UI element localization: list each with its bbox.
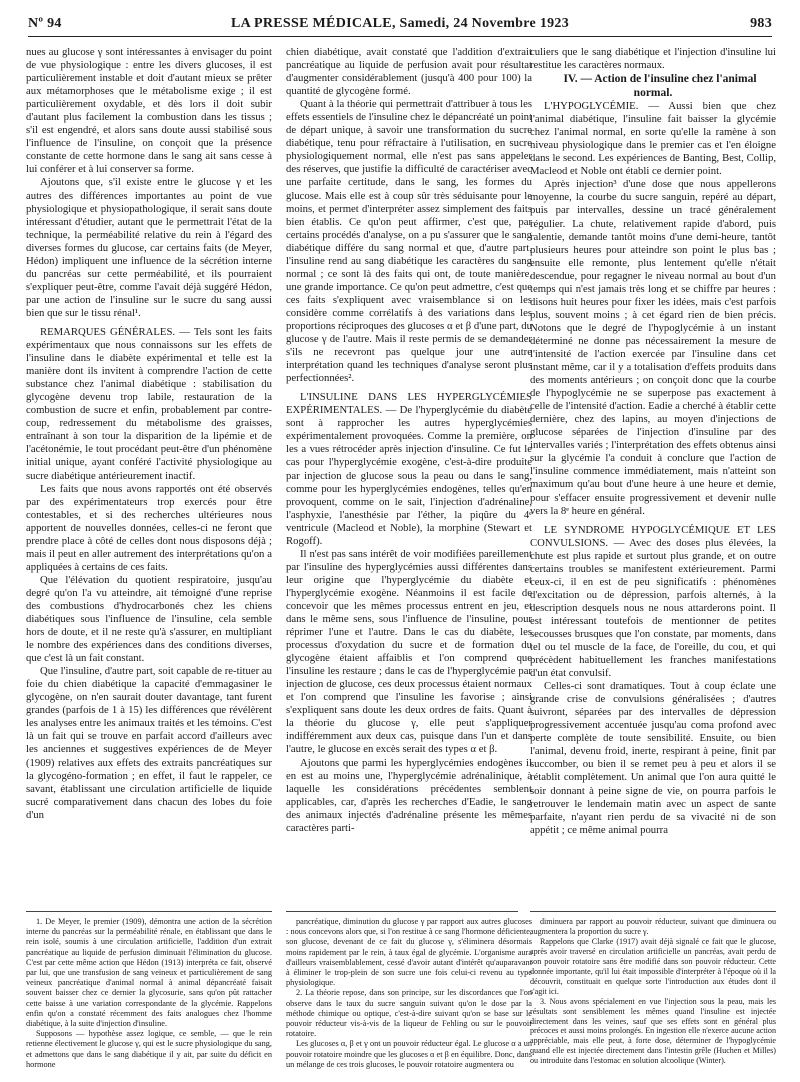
paragraph-syndrome: LE SYNDROME HYPOGLYCÉMIQUE ET LES CONVULSIONS. — Avec des doses plus élevées, la chute est plus rapide et surtout plus grande, et on outre certains troubles se manifestent extérieurement. Parmi ceux-ci, il en est de peu significatifs : phénomènes d'excitation ou de dépression, parfois alternés, à la description desquels nous ne nous attarderons point. Il est intéressant toutefois de mentionner de petites secousses brusques que l'on constate, par moments, dans tel ou tel muscle de la face, de l'oreille, du cou, et qui précèdent habituellement les franches manifestations d'un état convulsif. (530, 523, 776, 680)
footnote: pancréatique, diminution du glucose γ par rapport aux autres glucoses : nous concevons alors que, si l'on restitue à ce sang l'hormone déficiente, son glucose, devenant de ce fait du glucose γ, s'éliminera désormais moins rapidement par le rein, à taux égal de glycémie. L'organisme aura d'ailleurs vraisemblablement, cessé d'avoir autant d'intérêt qu'auparavant à éliminer le trop-plein de son sucre une fois celui-ci revenu au type physiologique. (286, 917, 532, 988)
paragraph: Que l'insuline, d'autre part, soit capable de re-tituer au foie du chien diabétique la capacité d'emmagasiner le glycogène, on n'en saurait douter davantage, tant furent grandes (parfois de 1 à 15) les différences que révélèrent les analyses entre les animaux traités et les témoins. C'est là un fait qui se trouve en parfait accord d'ailleurs avec les anciennes et suggestives expériences de de Meyer (1909) relatives aux effets des extraits pancréatiques sur la glycogéno-formation ; en effet, il faut le rappeler, ce savant, établissant une circulation artificielle de liquide sucré comparativement dans chacun des lobes du foie d'un (26, 665, 272, 821)
footnote-rule (286, 911, 518, 912)
page-header (28, 14, 772, 37)
footnote: 2. La théorie repose, dans son principe, sur les discordances que l'on observe dans le taux du sucre sanguin suivant qu'on le dose par la méthode chimique ou optique, c'est-à-dire suivant qu'on se base sur le pouvoir réducteur vis-à-vis de la liqueur de Fehling ou sur le pouvoir rotatoire. (286, 988, 532, 1039)
footnote: Rappelons que Clarke (1917) avait déjà signalé ce fait que le glucose, après avoir traversé en circulation artificielle un pancréas, avait perdu de son pouvoir rotatoire sans être modifié dans son pouvoir réducteur. Cette donnée importante, qu'il lui était impossible d'interpréter à l'époque où il la découvrit, constituait en quelque sorte l'introduction aux études dont il s'agit ici. (530, 936, 776, 996)
paragraph-hypoglycemie: L'HYPOGLYCÉMIE. — Aussi bien que chez l'animal diabétique, l'insuline fait baisser la glycémie chez l'animal normal, en sorte qu'elle la ramène à son niveau physiologique dans le premier cas et l'en éloigne dans le second. Les expériences de Banting, Best, Collip, Macleod et Noble ont établi ce dernier point. (530, 100, 776, 178)
footnote: diminuera par rapport au pouvoir réducteur, suivant que diminuera ou augmentera la proportion du sucre γ. (530, 917, 776, 936)
footnotes-column-1 (26, 917, 272, 1070)
paragraph: Ajoutons que, s'il existe entre le glucose γ et les autres des différences importantes au point de vue physiologique et physiopathologique, il serait sans doute intéressant d'étudier, autant que le permettrait l'état de la technique, la perméabilité relative du rein à l'égard des diverses formes du glucose, car certains faits (de Meyer, Hédon) impliquent une influence de la sécrétion interne du pancréas sur cette perméabilité, et ils pourraient s'expliquer peut-être, comme l'avait déjà suggéré Hédon, par une action de l'insuline sur le sucre du sang aussi bien que sur le tissu rénal¹. (26, 176, 272, 319)
paragraph: chien diabétique, avait constaté que l'addition d'extrait pancréatique au liquide de perfusion avait pour résultat d'augmenter considérablement (jusqu'à 400 pour 100) la quantité de glycogène formé. (286, 46, 532, 98)
paragraph: Les faits que nous avons rapportés ont été observés par des expérimentateurs trop exercés pour être contestables, et si des recherches ultérieures nous apportent de nouvelles données, celles-ci ne feront que prendre place à côté de celles dont nous disposons déjà ; mais il peut en aller autrement des interprétations qu'on a appliquées à certains de ces faits. (26, 482, 272, 573)
paragraph-hyperglycemies: L'INSULINE DANS LES HYPERGLYCÉMIES EXPÉRIMENTALES. — De l'hyperglycémie du diabète sont à rapprocher les autres hyperglycémies expérimentalement provoquées. Comme la première, on les a vues rétrocéder après injection d'insuline. Ce fut le cas pour l'hyperglycémie exogène, c'est-à-dire produite par injection de glucose sous la peau ou dans le sang, comme pour les hyperglycémies endogènes, telles qu'en provoquent, comme on le sait, l'injection d'adrénaline, l'asphyxie, l'anesthésie par l'éther, la piqûre du 4ᵉ ventricule (Macleod et Noble), la morphine (Stewart et Rogoff). (286, 391, 532, 547)
footnote-rule (530, 911, 776, 912)
footnote: 3. Nous avons spécialement en vue l'injection sous la peau, mais les résultats sont sensiblement les mêmes quand l'insuline est injectée directement dans les veines, sauf que ses effets sont en général plus précoces et aussi moins prolongés. En ingestion elle n'exerce aucune action appréciable, mais elle peut, à forte dose, déterminer de l'hypoglycémie quand elle est injectée directement dans l'intestin grêle (Huchen et Milles) ou introduite dans l'estomac en solution alcoolique (Winter). (530, 996, 776, 1066)
paragraph: Celles-ci sont dramatiques. Tout à coup éclate une grande crise de convulsions généralisées ; d'autres suivront, séparées par des intervalles de dépression progressivement accentuée jusqu'au coma profond avec perte complète de toute sensibilité. Ensuite, ou bien l'animal, devenu froid, inerte, respirant à peine, finit par succomber, ou bien il se remet peu à peu et alors il se rétablit complètement. Un animal que l'on aura quitté le soir donnant à peine signe de vie, on pourra parfois le retrouver le lendemain matin avec un aspect de sante parfaite, n'ayant rien perdu de sa vivacité ni de son appétit ; ce même animal pourra (530, 680, 776, 836)
section-title: IV. — Action de l'insuline chez l'animal normal. (563, 73, 757, 100)
paragraph: culiers que le sang diabétique et l'injection d'insuline lui restitue les caractères normaux. (530, 46, 776, 72)
paragraph: Ajoutons que parmi les hyperglycémies endogènes il en est au moins une, l'hyperglycémie adrénalinique, à laquelle les considérations précédentes semblent applicables, car, d'après les recherches d'Eadie, le sang des animaux injectés d'adrénaline présente les mêmes caractères parti- (286, 756, 532, 834)
column-1 (26, 46, 272, 822)
column-3 (530, 46, 776, 837)
page-number: 983 (750, 16, 772, 31)
footnote: Supposons — hypothèse assez logique, ce semble, — que le rein retienne électivement le glucose γ, qui est le sucre physiologique du sang, et admettons que dans le sang diabétique il y ait, par suite du déficit en hormone (26, 1029, 272, 1069)
paragraph: Après injection³ d'une dose que nous appellerons moyenne, la courbe du sucre sanguin, repéré au départ, puis par intervalles, dessine un tracé généralement régulier. La chute, relativement rapide d'abord, puis ralentie, demande tantôt moins d'une demi-heure, tantôt plusieurs heures pour atteindre son point le plus bas ; ensuite elle remonte, plus lentement qu'elle n'était descendue, pour regagner le niveau normal au bout d'un temps qui n'est jamais très long et se chiffre par heures : disons huit heures pour fixer les idées, mais c'est parfois plus, souvent moins ; à cet égard rien de bien précis. Notons que le degré de l'hypoglycémie à un instant déterminé ne donne pas nécessairement la mesure de l'intensité de l'action exercée par l'insuline dans cet instant même, car il y a totalisation d'effets produits dans des moments antérieurs ; on conçoit donc que la courbe de l'hypoglycémie ne se superpose pas exactement à celle de l'intensité d'action. Eadie a cherché à établir cette dernière, chez des lapins, au moyen d'injections de glucose séparées de l'injection d'insuline par des intervalles variés ; l'interprétation des effets obtenus ainsi sur la glycémie l'a conduit à conclure que l'action de l'insuline commence immédiatement, mais n'atteint son maximum qu'au bout d'une heure à une heure et demie, pour s'effacer ensuite progressivement et devenir nulle vers la 8ᵉ heure en général. (530, 178, 776, 517)
footnote: Les glucoses α, β et γ ont un pouvoir réducteur égal. Le glucose α a un pouvoir rotatoire moindre que les glucoses α et β en équilibre. Donc, dans un mélange de ces trois glucoses, le pouvoir rotatoire augmentera ou (286, 1039, 532, 1069)
footnotes-column-2 (286, 917, 532, 1070)
column-2 (286, 46, 532, 835)
footnotes-column-3 (530, 917, 776, 1066)
footnote: 1. De Meyer, le premier (1909), démontra une action de la sécrétion interne du pancréas sur la perméabilité rénale, en établissant que dans le rein isolé, soumis à une circulation artificielle, l'addition d'un extrait pancréatique au liquide de perfusion diminuait l'élimination du glucose. C'est par cette même action que Hédon (1913) interpréta ce fait, observé par lui, que une transfusion de sang veineux et particulièrement de sang veineux pancréatique d'animal normal à animal dépancréaté faisait souvent baisser chez ce dernier la glycosurie, sans qu'on pût rattacher cette baisse à une variation correspondante de la glycémie. Rappelons enfin qu'on a constaté récemment des faits analogues chez l'homme diabétique, à la suite d'injection d'insuline. (26, 917, 272, 1029)
paragraph: Que l'élévation du quotient respiratoire, jusqu'au degré qu'on l'a vu atteindre, ait témoigné d'une reprise des combustions d'hydrocarbonés chez les chiens diabétiques sous l'influence de l'insuline, cela semble hors de doute, et il ne reste qu'à s'assurer, en multipliant le nombre des expériences dans des conditions diverses, que c'est là un fait constant. (26, 573, 272, 665)
paragraph: nues au glucose γ sont intéressantes à envisager du point de vue physiologique : entre les divers glucoses, il est particulièrement instable et doit d'autant mieux se prêter aux métamorphoses que le métabolisme exige ; il est particulièrement oxydable, et dès lors il doit subir d'autant plus facilement la combustion dans les tissus ; s'il est engendré, et alors sans doute aussi stabilisé sous l'influence de l'insuline, on conçoit que la présence constante de cette hormone dans le sang ait sans cesse à lui conférer et à lui conserver sa forme. (26, 46, 272, 176)
journal-title: LA PRESSE MÉDICALE, Samedi, 24 Novembre 1923 (230, 16, 570, 31)
paragraph: Quant à la théorie qui permettrait d'attribuer à tous les effets essentiels de l'insuline chez le dépancréaté un point de départ unique, à savoir une transformation du sucre diabétique, tenu pour réfractaire à l'utilisation, en sucre physiologiquement normal, elle n'est pas sans appeler des réserves, que justifie la difficulté de caractériser avec une parfaite certitude, dans le sang, les formes du glucose. Mais elle est à coup sûr très séduisante pour le moins, et permet d'interpréter assez simplement des faits bien établis. Ce qu'on peut affirmer, c'est que, par certains procédés d'analyse, on a pu s'assurer que le sang diabétique différe du sang normal et que, d'autre part, l'insuline rend au sang diabétique les caractères du sang normal ; ce sont là des faits qui ont, de toute manière, une grande importance. Ce qu'on peut admettre, c'est que ces faits s'expliquent avec vraisemblance si on les considère comme corrélatifs à des variations dans les proportions réciproques des glucoses α et β d'une part, du glucose γ de l'autre. Mais il reste permis de se demander s'ils ne recevront pas quelque jour une autre interprétation quand les techniques d'analyse seront plus perfectionnées². (286, 98, 532, 385)
issue-number: Nº 94 (28, 16, 62, 31)
paragraph-remarques-generales: REMARQUES GÉNÉRALES. — Tels sont les faits expérimentaux que nous connaissons sur les effets de l'insuline dans le diabète expérimental et telle est la manière dont ils invitent à comprendre l'action de cette substance chez l'animal diabétique : stabilisation du glycogène devenu trop labile, restauration de la combustion de sucre et enfin, probablement par contre-coup, redressement du métabolisme des graisses, entraînant à son tour la disparition de la lipémie et de l'acétonémie, le tout procédant peut-être d'un phénomène initial unique, ayant conféré l'activité physiologique au sucre diabétique antérieurement inactif. (26, 325, 272, 482)
footnote-rule (26, 911, 272, 912)
paragraph: Il n'est pas sans intérêt de voir modifiées pareillement par l'insuline des hyperglycémies aussi différentes dans leur origine que l'hyperglycémie du diabète et l'hyperglycémie exogène. Néanmoins il est facile de concevoir que les mêmes processus entrent en jeu, et dans le même sens, sous l'influence de l'insuline, pour réprimer l'une et l'autre. Dans le cas du diabète, les processus d'oxydation du sucre et de formation du glycogène étaient affaiblis et l'on comprend que l'insuline les restaure ; dans le cas de l'hyperglycémie par injection de glucose, ces deux processus étaient normaux et l'on comprend que l'insuline les favorise ; ainsi s'expliquent sans doute les deux ordres de faits. Quant à la théorie du glucose γ, elle peut s'appliquer indifféremment aux deux cas, puisque dans l'un et dans l'autre, le glucose en excès serait des types α et β. (286, 547, 532, 756)
